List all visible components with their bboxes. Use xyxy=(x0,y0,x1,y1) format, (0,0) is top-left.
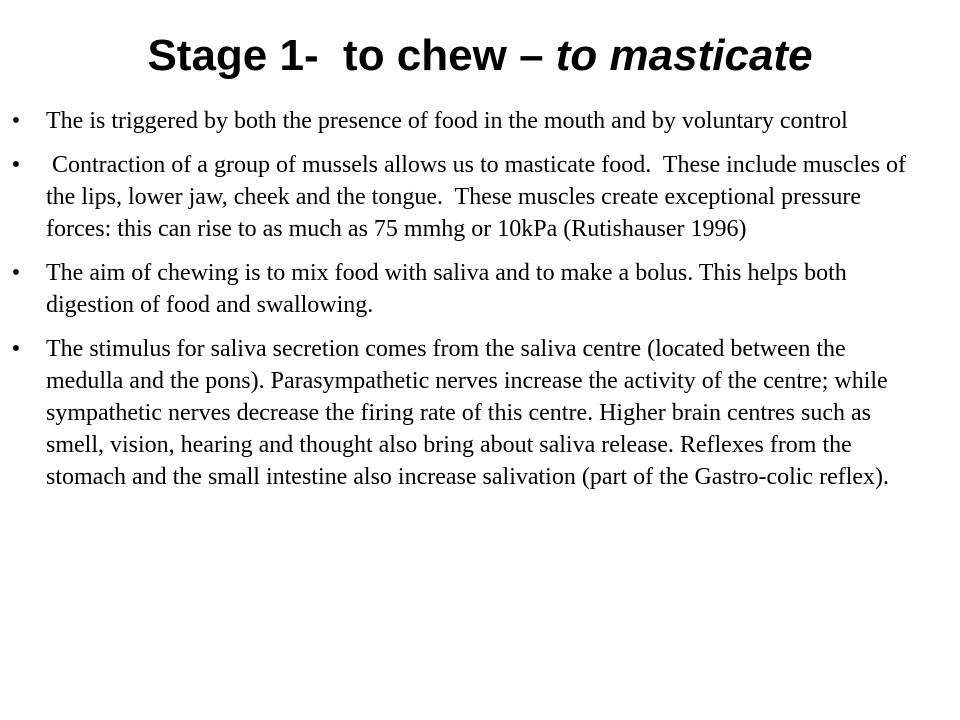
bullet-icon: • xyxy=(11,260,21,286)
bullet-text: The aim of chewing is to mix food with saliva and to make a bolus. This helps both digestion of food and swallowing. xyxy=(46,260,847,318)
bullet-icon: • xyxy=(11,336,21,362)
bullet-item xyxy=(0,149,916,245)
bullet-list xyxy=(0,105,960,505)
bullet-item xyxy=(0,105,916,137)
bullet-text: The stimulus for saliva secretion comes from the saliva centre (located between the medulla and the pons). Parasympathetic nerves increase the activity of the centre; while sympathetic nerves decrease the firing rate of this centre. Higher brain centres such as smell, vision, hearing and thought also bring about saliva release. Reflexes from the stomach and the small intestine also increase salivation (part of the Gastro-colic reflex). xyxy=(46,336,890,490)
bullet-item xyxy=(0,257,916,321)
bullet-item xyxy=(0,333,916,493)
bullet-text: The is triggered by both the presence of food in the mouth and by voluntary control xyxy=(46,108,848,134)
bullet-icon: • xyxy=(11,152,21,178)
slide-title-plain: Stage 1- to chew – xyxy=(147,31,556,80)
bullet-text: Contraction of a group of mussels allows us to masticate food. These include muscles of the lips, lower jaw, cheek and the tongue. These muscles create exceptional pressure forces: this can rise to as much as 75 mmhg or 10kPa (Rutishauser 1996) xyxy=(46,152,913,242)
slide-title xyxy=(0,28,960,84)
slide-title-italic: to masticate xyxy=(555,31,813,80)
bullet-icon: • xyxy=(11,108,21,134)
